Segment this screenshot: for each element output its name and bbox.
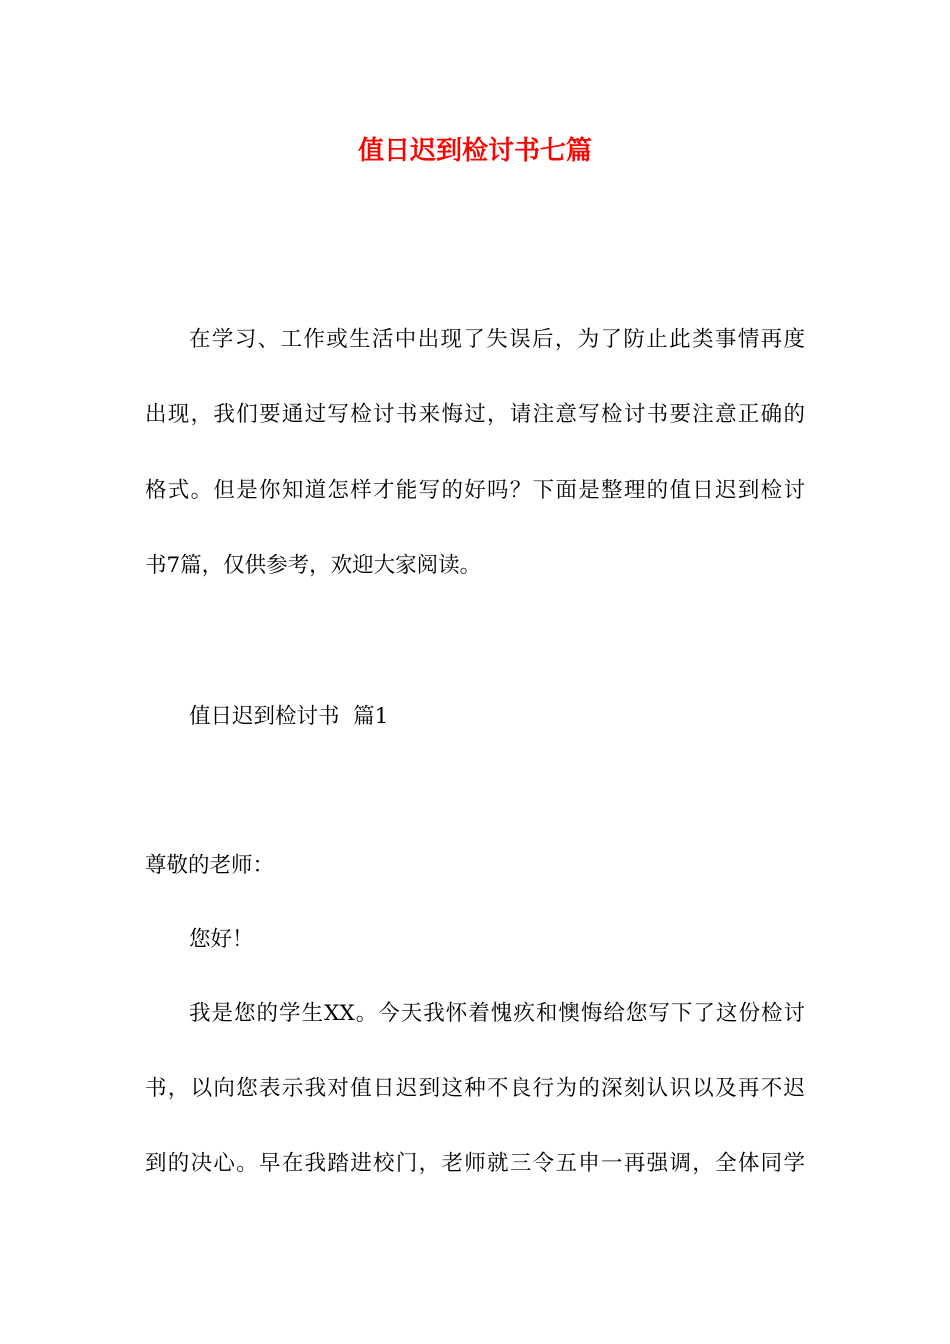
document-title: 值日迟到检讨书七篇 [357,136,592,166]
body-line-1: 我是您的学生XX。今天我怀着愧疚和懊悔给您写下了这份检讨 [189,1001,805,1026]
intro-line-1: 在学习、工作或生活中出现了失误后，为了防止此类事情再度 [189,327,805,352]
salutation: 尊敬的老师： [145,853,275,878]
intro-line-2: 出现，我们要通过写检讨书来悔过，请注意写检讨书要注意正确的 [145,402,805,427]
greeting: 您好！ [189,927,254,952]
intro-line-4: 书7篇，仅供参考，欢迎大家阅读。 [145,553,482,578]
body-line-3: 到的决心。早在我踏进校门，老师就三令五申一再强调，全体同学 [145,1151,805,1176]
body-line-2: 书，以向您表示我对值日迟到这种不良行为的深刻认识以及再不迟 [145,1076,805,1101]
intro-line-3: 格式。但是你知道怎样才能写的好吗？下面是整理的值日迟到检讨 [145,478,805,503]
section-heading: 值日迟到检讨书 篇1 [189,704,389,729]
